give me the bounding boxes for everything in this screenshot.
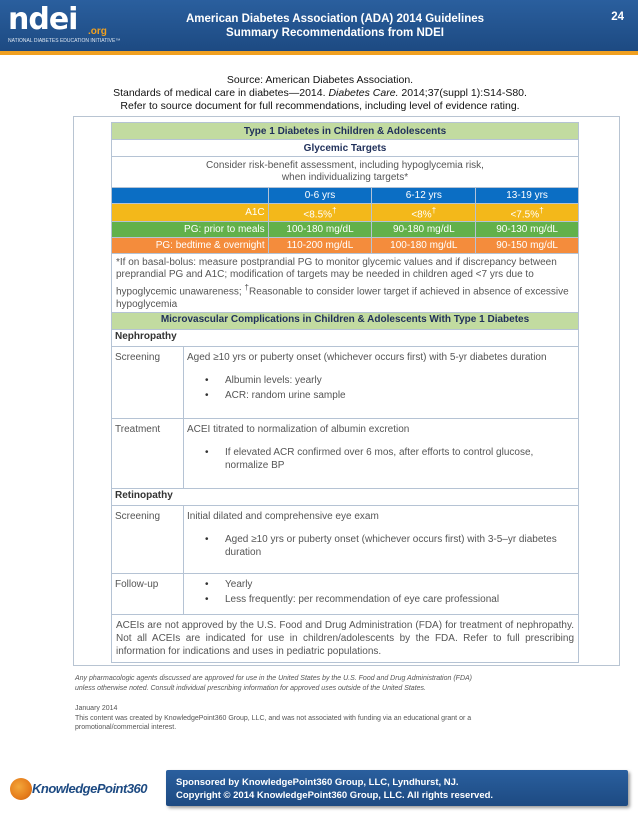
logo-suffix: .org bbox=[88, 26, 107, 37]
cell-value: <8.5% bbox=[303, 209, 333, 221]
journal-name: Diabetes Care. bbox=[328, 87, 399, 99]
page-number: 24 bbox=[611, 11, 624, 23]
row-label: Screening bbox=[112, 506, 184, 574]
nephropathy-heading: Nephropathy bbox=[112, 330, 579, 347]
cell-value: <8% bbox=[411, 209, 432, 221]
dagger: † bbox=[539, 205, 544, 215]
bullet-list bbox=[205, 533, 575, 559]
list-item: • Yearly bbox=[205, 578, 575, 591]
row-label: Follow-up bbox=[112, 574, 184, 615]
column-header: 6-12 yrs bbox=[372, 188, 476, 204]
table-title: Microvascular Complications in Children & Adolescents With Type 1 Diabetes bbox=[112, 313, 579, 330]
footnote-part-a: *If on basal-bolus: measure postprandial PG to monitor glycemic values and if discrepancy between preprandial PG and A1C; modification of targets may be needed in children aged <7 yrs due to hypoglycemic unawareness; bbox=[116, 257, 557, 298]
footnote-part-b: Reasonable to consider lower target if achieved in absence of excessive hypoglycemia bbox=[116, 286, 569, 310]
bullet-list bbox=[205, 446, 575, 472]
dagger: † bbox=[332, 205, 337, 215]
globe-icon bbox=[10, 778, 32, 800]
source-line-2 bbox=[60, 87, 580, 100]
sponsor-banner bbox=[166, 770, 628, 806]
title-line-2: Summary Recommendations from NDEI bbox=[226, 27, 444, 39]
source-pre: Standards of medical care in diabetes—2014. bbox=[113, 87, 329, 99]
list-item: • Aged ≥10 yrs or puberty onset (whichever occurs first) with 3-5–yr diabetes duration bbox=[205, 533, 575, 559]
retinopathy-followup-row bbox=[112, 574, 579, 615]
fda-disclaimer bbox=[75, 674, 575, 694]
copyright-line: Copyright © 2014 KnowledgePoint360 Group, LLC. All rights reserved. bbox=[176, 790, 494, 801]
page-header bbox=[0, 0, 638, 55]
cell-value: 100-180 mg/dL bbox=[268, 222, 372, 238]
acei-note: ACEIs are not approved by the U.S. Food and Drug Administration (FDA) for treatment of nephropathy. Not all ACEIs are indicated for use in children/adolescents by the FDA. Refer to full prescribing information for indications and uses in pediatric populations. bbox=[112, 615, 579, 663]
nephropathy-treatment-row bbox=[112, 419, 579, 489]
bullet-list bbox=[205, 374, 575, 402]
column-header: 0-6 yrs bbox=[268, 188, 372, 204]
row-text: Aged ≥10 yrs or puberty onset (whichever occurs first) with 5-yr diabetes duration bbox=[187, 352, 547, 363]
cell-value: <7.5% bbox=[510, 209, 540, 221]
row-label: PG: prior to meals bbox=[112, 222, 269, 238]
glycemic-targets-table bbox=[111, 122, 579, 315]
row-content bbox=[184, 347, 579, 419]
age-header-row bbox=[112, 188, 579, 204]
a1c-row bbox=[112, 204, 579, 222]
title-line-1: American Diabetes Association (ADA) 2014 Guidelines bbox=[185, 13, 485, 25]
row-label: Screening bbox=[112, 347, 184, 419]
document-title bbox=[125, 12, 545, 40]
credit-line-1: This content was created by KnowledgePoint360 Group, LLC, and was not associated with funding via an educational grant or a bbox=[75, 714, 472, 722]
source-citation bbox=[60, 74, 580, 113]
source-line-1: Source: American Diabetes Association. bbox=[226, 74, 414, 86]
table-title: Type 1 Diabetes in Children & Adolescents bbox=[112, 123, 579, 140]
microvascular-table bbox=[111, 312, 579, 663]
table-subtitle: Glycemic Targets bbox=[112, 140, 579, 157]
disclaimer-line-2: unless otherwise noted. Consult individual prescribing information for approved uses outside of the United States. bbox=[75, 685, 426, 692]
list-item: • If elevated ACR confirmed over 6 mos, after efforts to control glucose, normalize BP bbox=[205, 446, 575, 472]
ndei-logo[interactable] bbox=[8, 2, 121, 46]
pg-bedtime-row bbox=[112, 238, 579, 254]
content-credit bbox=[75, 704, 575, 733]
row-text: ACEI titrated to normalization of albumin excretion bbox=[187, 424, 410, 435]
column-header: 13-19 yrs bbox=[476, 188, 579, 204]
cell-value: 110-200 mg/dL bbox=[268, 238, 372, 254]
row-content bbox=[184, 419, 579, 489]
logo-text: ndei bbox=[8, 2, 78, 37]
list-item: • Albumin levels: yearly bbox=[205, 374, 575, 387]
row-content bbox=[184, 506, 579, 574]
knowledgepoint360-logo[interactable] bbox=[10, 778, 160, 800]
disclaimer-line-1: Any pharmacologic agents discussed are approved for use in the United States by the U.S. Food and Drug Administration (FDA) bbox=[75, 675, 473, 682]
note-line-1: Consider risk-benefit assessment, including hypoglycemia risk, bbox=[206, 160, 484, 171]
sponsor-line-1: Sponsored by KnowledgePoint360 Group, LLC, Lyndhurst, NJ. bbox=[176, 777, 459, 788]
note-line-2: when individualizing targets* bbox=[281, 172, 409, 183]
table-note bbox=[112, 157, 579, 188]
list-item: • ACR: random urine sample bbox=[205, 389, 575, 402]
row-text: Initial dilated and comprehensive eye exam bbox=[187, 511, 379, 522]
row-content bbox=[184, 574, 579, 615]
credit-date: January 2014 bbox=[75, 705, 118, 712]
cell-value: 90-180 mg/dL bbox=[372, 222, 476, 238]
bullet-list bbox=[205, 578, 575, 606]
logo-text: KnowledgePoint360 bbox=[32, 781, 148, 796]
retinopathy-heading: Retinopathy bbox=[112, 489, 579, 506]
pg-meals-row bbox=[112, 222, 579, 238]
row-label: A1C bbox=[112, 204, 269, 222]
source-line-3: Refer to source document for full recommendations, including level of evidence rating. bbox=[120, 100, 520, 112]
table-footnote bbox=[112, 254, 579, 314]
cell-value: 90-130 mg/dL bbox=[476, 222, 579, 238]
retinopathy-screening-row bbox=[112, 506, 579, 574]
dagger: † bbox=[244, 282, 250, 293]
credit-line-2: promotional/commercial interest. bbox=[75, 724, 177, 731]
a1c-cell bbox=[476, 204, 579, 222]
list-item: • Less frequently: per recommendation of eye care professional bbox=[205, 593, 575, 606]
row-label: PG: bedtime & overnight bbox=[112, 238, 269, 254]
a1c-cell bbox=[268, 204, 372, 222]
a1c-cell bbox=[372, 204, 476, 222]
cell-value: 100-180 mg/dL bbox=[372, 238, 476, 254]
logo-tagline: NATIONAL DIABETES EDUCATION INITIATIVE™ bbox=[8, 38, 121, 44]
row-label: Treatment bbox=[112, 419, 184, 489]
dagger: † bbox=[431, 205, 437, 215]
nephropathy-screening-row bbox=[112, 347, 579, 419]
empty-cell bbox=[112, 188, 269, 204]
source-post: 2014;37(suppl 1):S14-S80. bbox=[398, 87, 527, 99]
cell-value: 90-150 mg/dL bbox=[476, 238, 579, 254]
